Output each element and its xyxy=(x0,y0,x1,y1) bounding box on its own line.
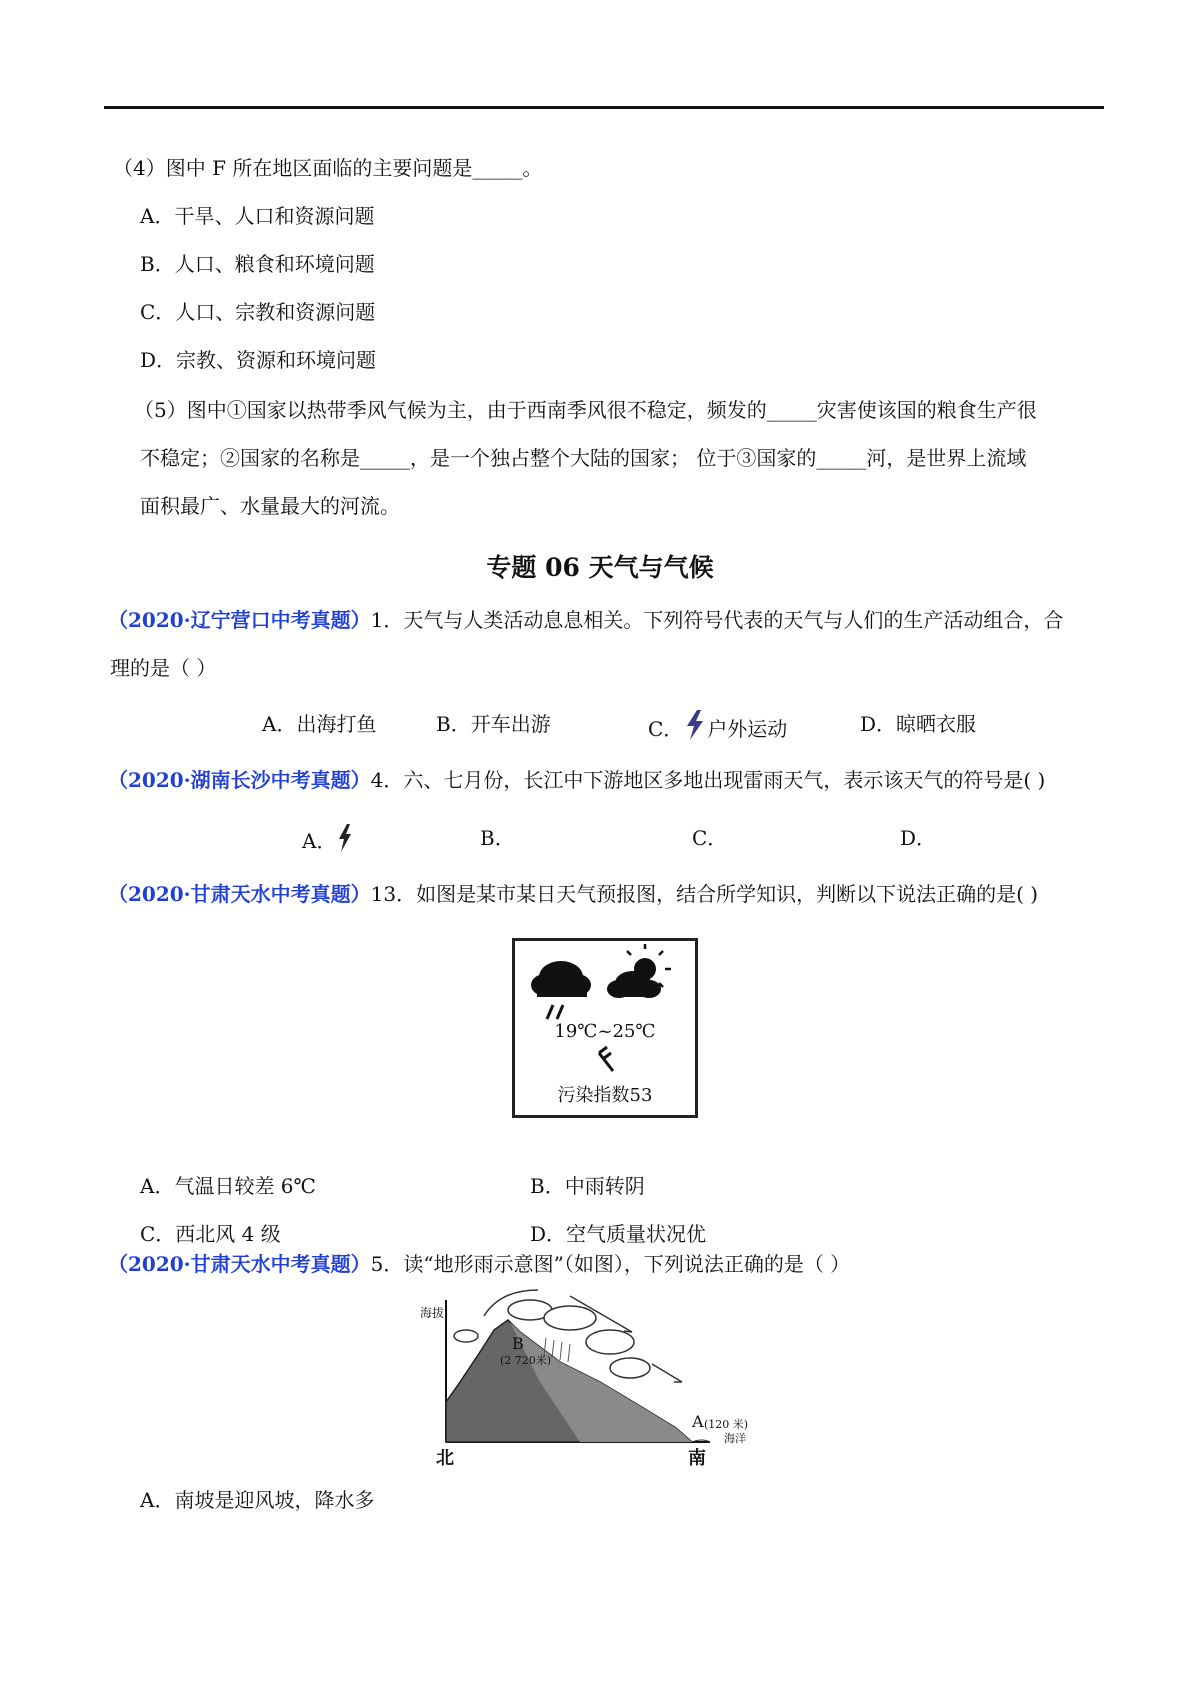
p1-option-c-label: C． xyxy=(648,717,684,741)
q5-line1: （5）图中①国家以热带季风气候为主，由于西南季风很不稳定，频发的_____灾害使该国的粮食生产很 xyxy=(134,398,1037,422)
section-title: 专题 06 天气与气候 xyxy=(486,553,714,582)
thunderstorm-icon xyxy=(683,710,707,740)
p3-question xyxy=(108,880,1038,908)
north-label: 北 xyxy=(436,1448,454,1469)
p4-stem: 5．读“地形雨示意图”（如图），下列说法正确的是（ ） xyxy=(370,1252,851,1276)
q4-option-d: D．宗教、资源和环境问题 xyxy=(140,348,377,372)
p2-option-c: C． xyxy=(692,826,728,850)
p1-option-d: D．晾晒衣服 xyxy=(860,712,977,736)
p4-source: （2020·甘肃天水中考真题） xyxy=(108,1252,371,1276)
q4-option-b: B．人口、粮食和环境问题 xyxy=(140,252,375,276)
p2-option-d: D． xyxy=(900,826,937,850)
forecast-temperature: 19℃~25℃ xyxy=(554,1021,656,1042)
p3-option-d: D．空气质量状况优 xyxy=(530,1222,707,1246)
p1-source: （2020·辽宁营口中考真题） xyxy=(108,608,371,632)
weather-forecast-figure xyxy=(512,938,698,1118)
p1-line1: 1．天气与人类活动息息相关。下列符号代表的天气与人们的生产活动组合，合 xyxy=(370,608,1064,632)
q4-option-a: A．干旱、人口和资源问题 xyxy=(140,204,375,228)
p3-option-b: B．中雨转阴 xyxy=(530,1174,645,1198)
q4-stem: （4）图中 F 所在地区面临的主要问题是_____。 xyxy=(113,156,543,180)
p1-option-c xyxy=(648,710,787,743)
partly-cloudy-icon xyxy=(607,944,671,998)
p1-line2: 理的是（ ） xyxy=(110,656,217,680)
p3-option-a: A．气温日较差 6℃ xyxy=(140,1174,316,1198)
p2-option-b: B． xyxy=(480,826,515,850)
p4-option-a: A．南坡是迎风坡，降水多 xyxy=(140,1488,375,1512)
wind-symbol-icon xyxy=(599,1047,613,1071)
p1-question xyxy=(108,606,1063,634)
p2-question xyxy=(108,766,1045,794)
south-label: 南 xyxy=(688,1448,706,1469)
orographic-rain-figure xyxy=(420,1282,780,1469)
altitude-label: 海拔 xyxy=(420,1306,445,1320)
p2-stem: 4．六、七月份，长江中下游地区多地出现雷雨天气，表示该天气的符号是( ) xyxy=(370,768,1046,792)
q4-option-c: C．人口、宗教和资源问题 xyxy=(140,300,376,324)
point-a-elevation: (120 米) xyxy=(704,1418,749,1431)
p2-option-a xyxy=(302,824,354,855)
forecast-pollution-index: 污染指数53 xyxy=(557,1085,653,1106)
sea-label: 海洋 xyxy=(724,1432,746,1445)
p4-question xyxy=(108,1250,850,1278)
p1-option-a: A．出海打鱼 xyxy=(262,712,377,736)
point-a-label: A xyxy=(692,1412,704,1431)
p3-source: （2020·甘肃天水中考真题） xyxy=(108,882,371,906)
p1-option-b: B．开车出游 xyxy=(436,712,551,736)
p2-source: （2020·湖南长沙中考真题） xyxy=(108,768,371,792)
p3-option-c: C．西北风 4 级 xyxy=(140,1222,281,1246)
p2-option-a-label: A． xyxy=(302,829,337,853)
thunderstorm-icon xyxy=(336,824,354,852)
p1-option-c-text: 户外运动 xyxy=(707,717,788,741)
p3-stem: 13．如图是某市某日天气预报图，结合所学知识，判断以下说法正确的是( ) xyxy=(370,882,1039,906)
q5-line3: 面积最广、水量最大的河流。 xyxy=(140,494,400,518)
header-rule xyxy=(104,106,1104,109)
q5-line2: 不稳定；②国家的名称是_____，是一个独占整个大陆的国家； 位于③国家的_____河，是世界上流域 xyxy=(140,446,1027,470)
peak-elevation: (2 720米) xyxy=(500,1354,552,1367)
rain-cloud-icon xyxy=(531,961,591,1019)
peak-label: B xyxy=(512,1334,524,1353)
